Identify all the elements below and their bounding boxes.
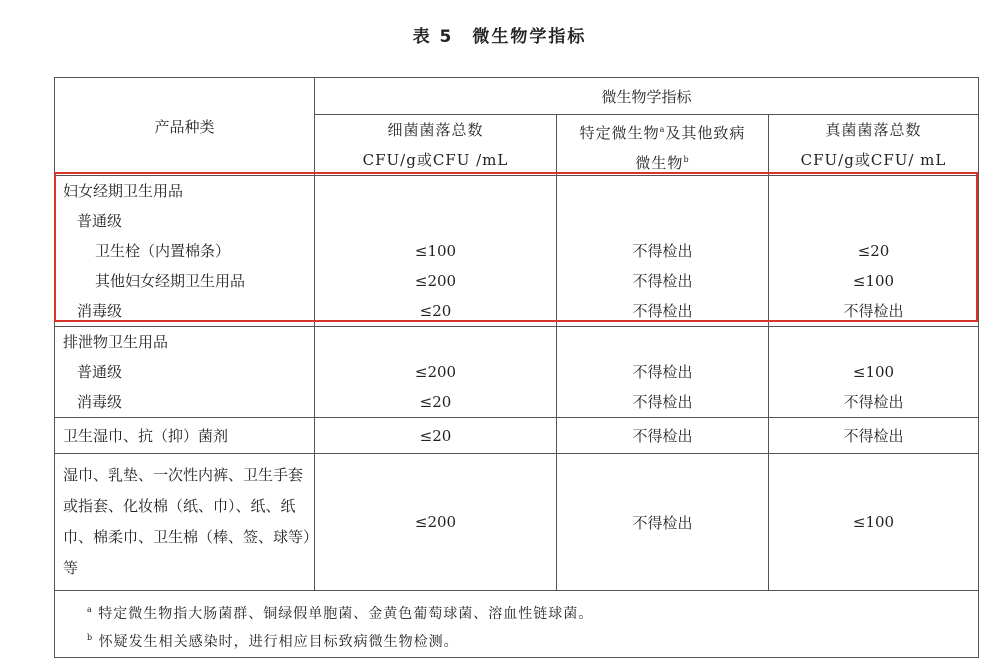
row-label: 湿巾、乳垫、一次性内裤、卫生手套或指套、化妆棉（纸、巾）、纸、纸巾、棉柔巾、卫生棉（棒、签、球等）等	[55, 454, 315, 591]
microbiology-table	[54, 77, 979, 658]
row-label: 排泄物卫生用品 普通级 消毒级	[55, 327, 315, 418]
row-label: 卫生湿巾、抗（抑）菌剂	[55, 418, 315, 454]
specific-microbes-cell: 不得检出 不得检出	[557, 327, 769, 418]
footnote-a: $^a$ 特定微生物指大肠菌群、铜绿假单胞菌、金黄色葡萄球菌、溶血性链球菌。	[87, 605, 594, 622]
header-product-type: 产品种类	[55, 78, 315, 176]
bacteria-cell: ≤100 ≤200 ≤20	[315, 176, 557, 327]
header-group: 微生物学指标	[315, 78, 979, 115]
header-bacteria-count: 细菌菌落总数 CFU/g或CFU /mL	[315, 115, 557, 176]
table-row	[55, 418, 979, 454]
footnotes	[55, 591, 979, 658]
row-label: 妇女经期卫生用品 普通级 卫生栓（内置棉条） 其他妇女经期卫生用品 消毒级	[55, 176, 315, 327]
table-row	[55, 327, 979, 418]
fungi-cell: ≤20 ≤100 不得检出	[769, 176, 979, 327]
header-specific-microbes: 特定微生物$^a$及其他致病 微生物$^b$	[557, 115, 769, 176]
specific-microbes-cell: 不得检出	[557, 454, 769, 591]
specific-microbes-cell: 不得检出	[557, 418, 769, 454]
specific-microbes-cell: 不得检出 不得检出 不得检出	[557, 176, 769, 327]
footnotes-row	[55, 591, 979, 658]
table-row	[55, 176, 979, 327]
fungi-cell: ≤100 不得检出	[769, 327, 979, 418]
bacteria-cell: ≤200	[315, 454, 557, 591]
fungi-cell: ≤100	[769, 454, 979, 591]
bacteria-cell: ≤200 ≤20	[315, 327, 557, 418]
table-row	[55, 454, 979, 591]
header-fungi-count: 真菌菌落总数 CFU/g或CFU/ mL	[769, 115, 979, 176]
table-title: 表 5 微生物学指标	[412, 27, 587, 47]
bacteria-cell: ≤20	[315, 418, 557, 454]
footnote-b: $^b$ 怀疑发生相关感染时，进行相应目标致病微生物检测。	[87, 633, 459, 650]
fungi-cell: 不得检出	[769, 418, 979, 454]
